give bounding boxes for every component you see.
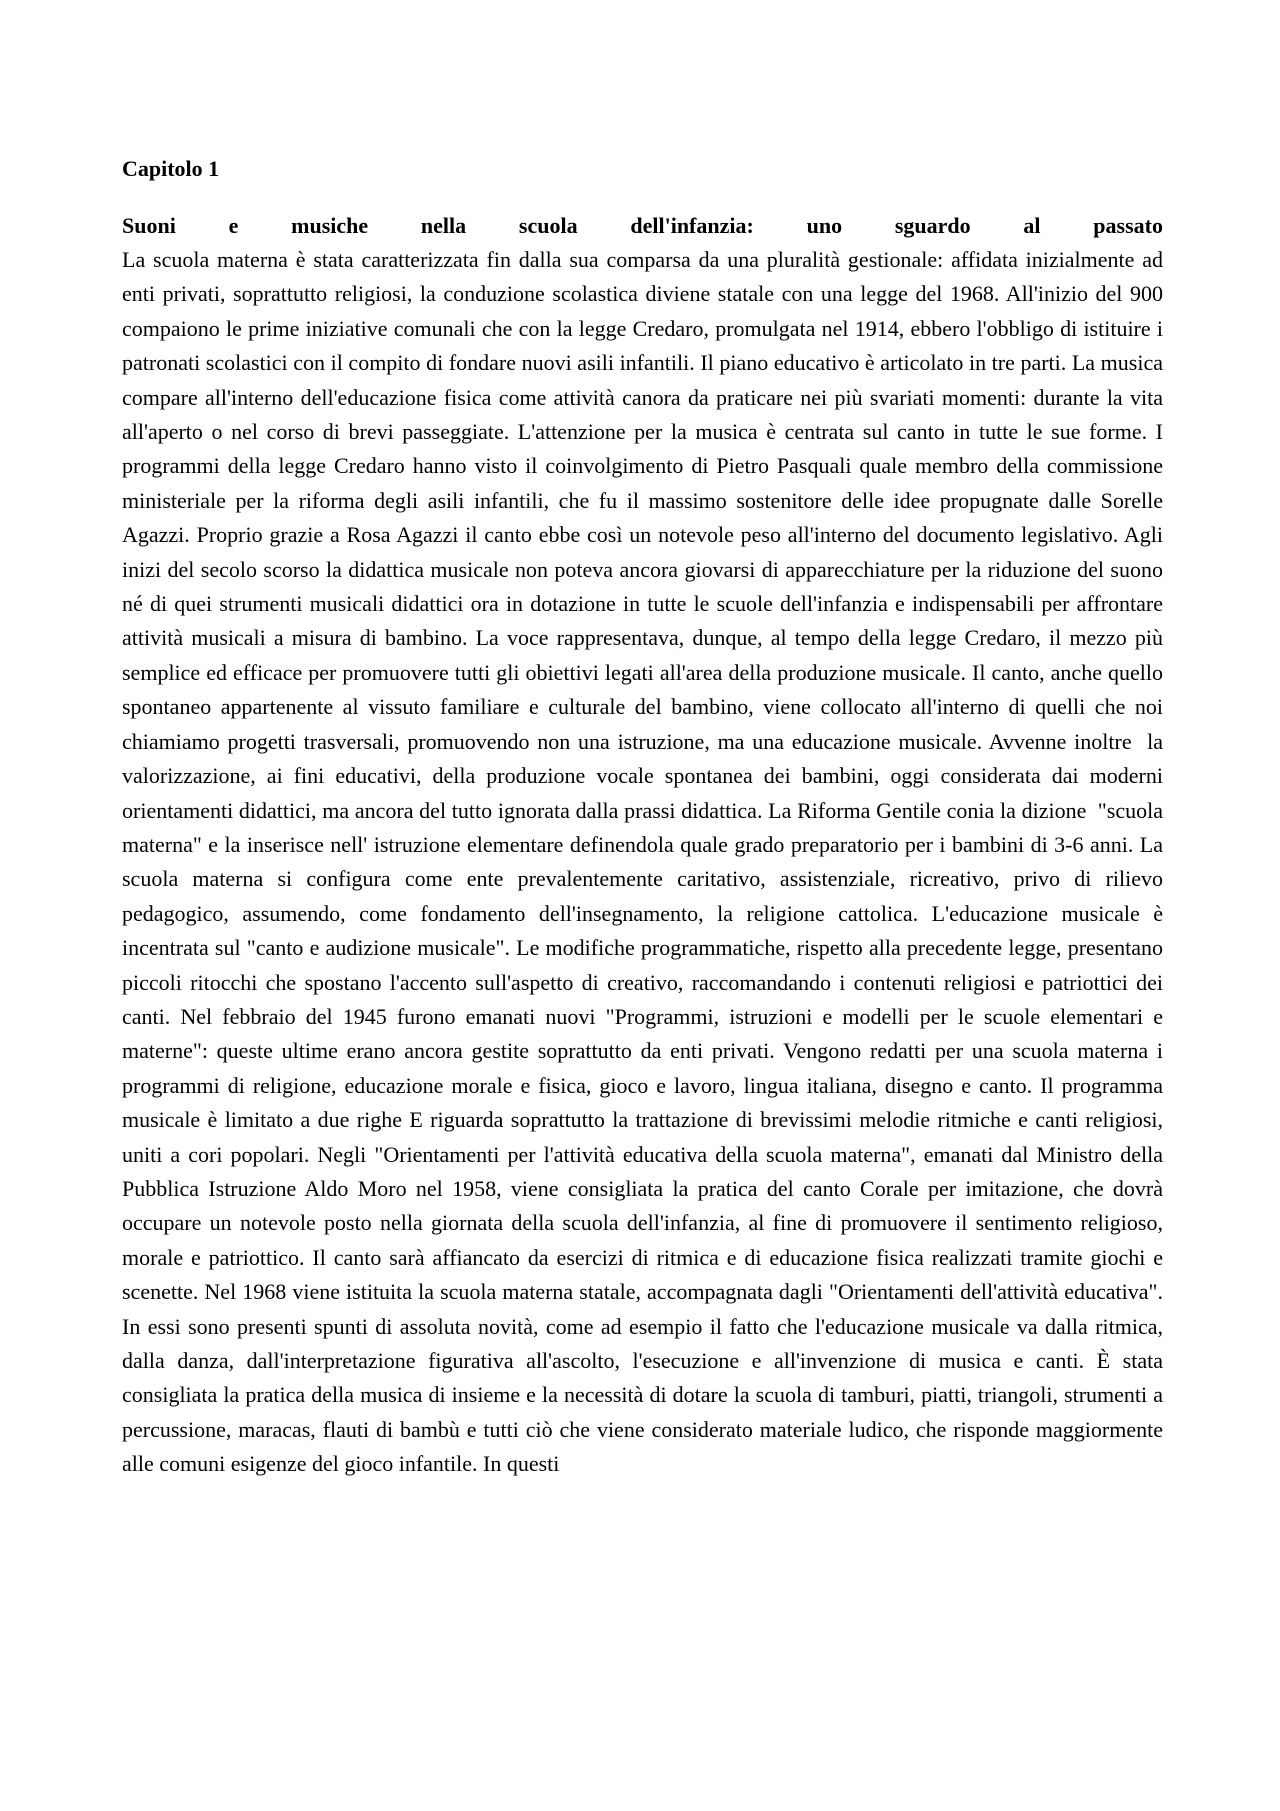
section-title: Suoni e musiche nella scuola dell'infanzia: uno sguardo al passato <box>122 212 1163 238</box>
document-content <box>122 152 1169 1482</box>
chapter-title: Capitolo 1 <box>122 156 220 181</box>
body-paragraph: La scuola materna è stata caratterizzata fin dalla sua comparsa da una pluralità gestionale: affidata inizialmente ad enti privati, soprattutto religiosi, la conduzione scolastica diviene statale con una legge del 1968. All'inizio del 900 compaiono le prime iniziative comunali che con la legge Credaro, promulgata nel 1914, ebbero l'obbligo di istituire i patronati scolastici con il compito di fondare nuovi asili infantili. Il piano educativo è articolato in tre parti. La musica compare all'interno dell'educazione fisica come attività canora da praticare nei più svariati momenti: durante la vita all'aperto o nel corso di brevi passeggiate. L'attenzione per la musica è centrata sul canto in tutte le sue forme. I programmi della legge Credaro hanno visto il coinvolgimento di Pietro Pasquali quale membro della commissione ministeriale per la riforma degli asili infantili, che fu il massimo sostenitore delle idee propugnate dalle Sorelle Agazzi. Proprio grazie a Rosa Agazzi il canto ebbe così un notevole peso all'interno del documento legislativo. Agli inizi del secolo scorso la didattica musicale non poteva ancora giovarsi di apparecchiature per la riduzione del suono né di quei strumenti musicali didattici ora in dotazione in tutte le scuole dell'infanzia e indispensabili per affrontare attività musicali a misura di bambino. La voce rappresentava, dunque, al tempo della legge Credaro, il mezzo più semplice ed efficace per promuovere tutti gli obiettivi legati all'area della produzione musicale. Il canto, anche quello spontaneo appartenente al vissuto familiare e culturale del bambino, viene collocato all'interno di quelli che noi chiamiamo progetti trasversali, promuovendo non una istruzione, ma una educazione musicale. Avvenne inoltre la valorizzazione, ai fini educativi, della produzione vocale spontanea dei bambini, oggi considerata dai moderni orientamenti didattici, ma ancora del tutto ignorata dalla prassi didattica. La Riforma Gentile conia la dizione "scuola materna" e la inserisce nell' istruzione elementare definendola quale grado preparatorio per i bambini di 3-6 anni. La scuola materna si configura come ente prevalentemente caritativo, assistenziale, ricreativo, privo di rilievo pedagogico, assumendo, come fondamento dell'insegnamento, la religione cattolica. L'educazione musicale è incentrata sul "canto e audizione musicale". Le modifiche programmatiche, rispetto alla precedente legge, presentano piccoli ritocchi che spostano l'accento sull'aspetto di creativo, raccomandando i contenuti religiosi e patriottici dei canti. Nel febbraio del 1945 furono emanati nuovi "Programmi, istruzioni e modelli per le scuole elementari e materne": queste ultime erano ancora gestite soprattutto da enti privati. Vengono redatti per una scuola materna i programmi di religione, educazione morale e fisica, gioco e lavoro, lingua italiana, disegno e canto. Il programma musicale è limitato a due righe E riguarda soprattutto la trattazione di brevissimi melodie ritmiche e canti religiosi, uniti a cori popolari. Negli "Orientamenti per l'attività educativa della scuola materna", emanati dal Ministro della Pubblica Istruzione Aldo Moro nel 1958, viene consigliata la pratica del canto Corale per imitazione, che dovrà occupare un notevole posto nella giornata della scuola dell'infanzia, al fine di promuovere il sentimento religioso, morale e patriottico. Il canto sarà affiancato da esercizi di ritmica e di educazione fisica realizzati tramite giochi e scenette. Nel 1968 viene istituita la scuola materna statale, accompagnata dagli "Orientamenti dell'attività educativa". In essi sono presenti spunti di assoluta novità, come ad esempio il fatto che l'educazione musicale va dalla ritmica, dalla danza, dall'interpretazione figurativa all'ascolto, l'esecuzione e all'invenzione di musica e canti. È stata consigliata la pratica della musica di insieme e la necessità di dotare la scuola di tamburi, piatti, triangoli, strumenti a percussione, maracas, flauti di bambù e tutti ciò che viene considerato materiale ludico, che risponde maggiormente alle comuni esigenze del gioco infantile. In questi <box>122 247 1169 1477</box>
title-spacer <box>122 187 1163 209</box>
